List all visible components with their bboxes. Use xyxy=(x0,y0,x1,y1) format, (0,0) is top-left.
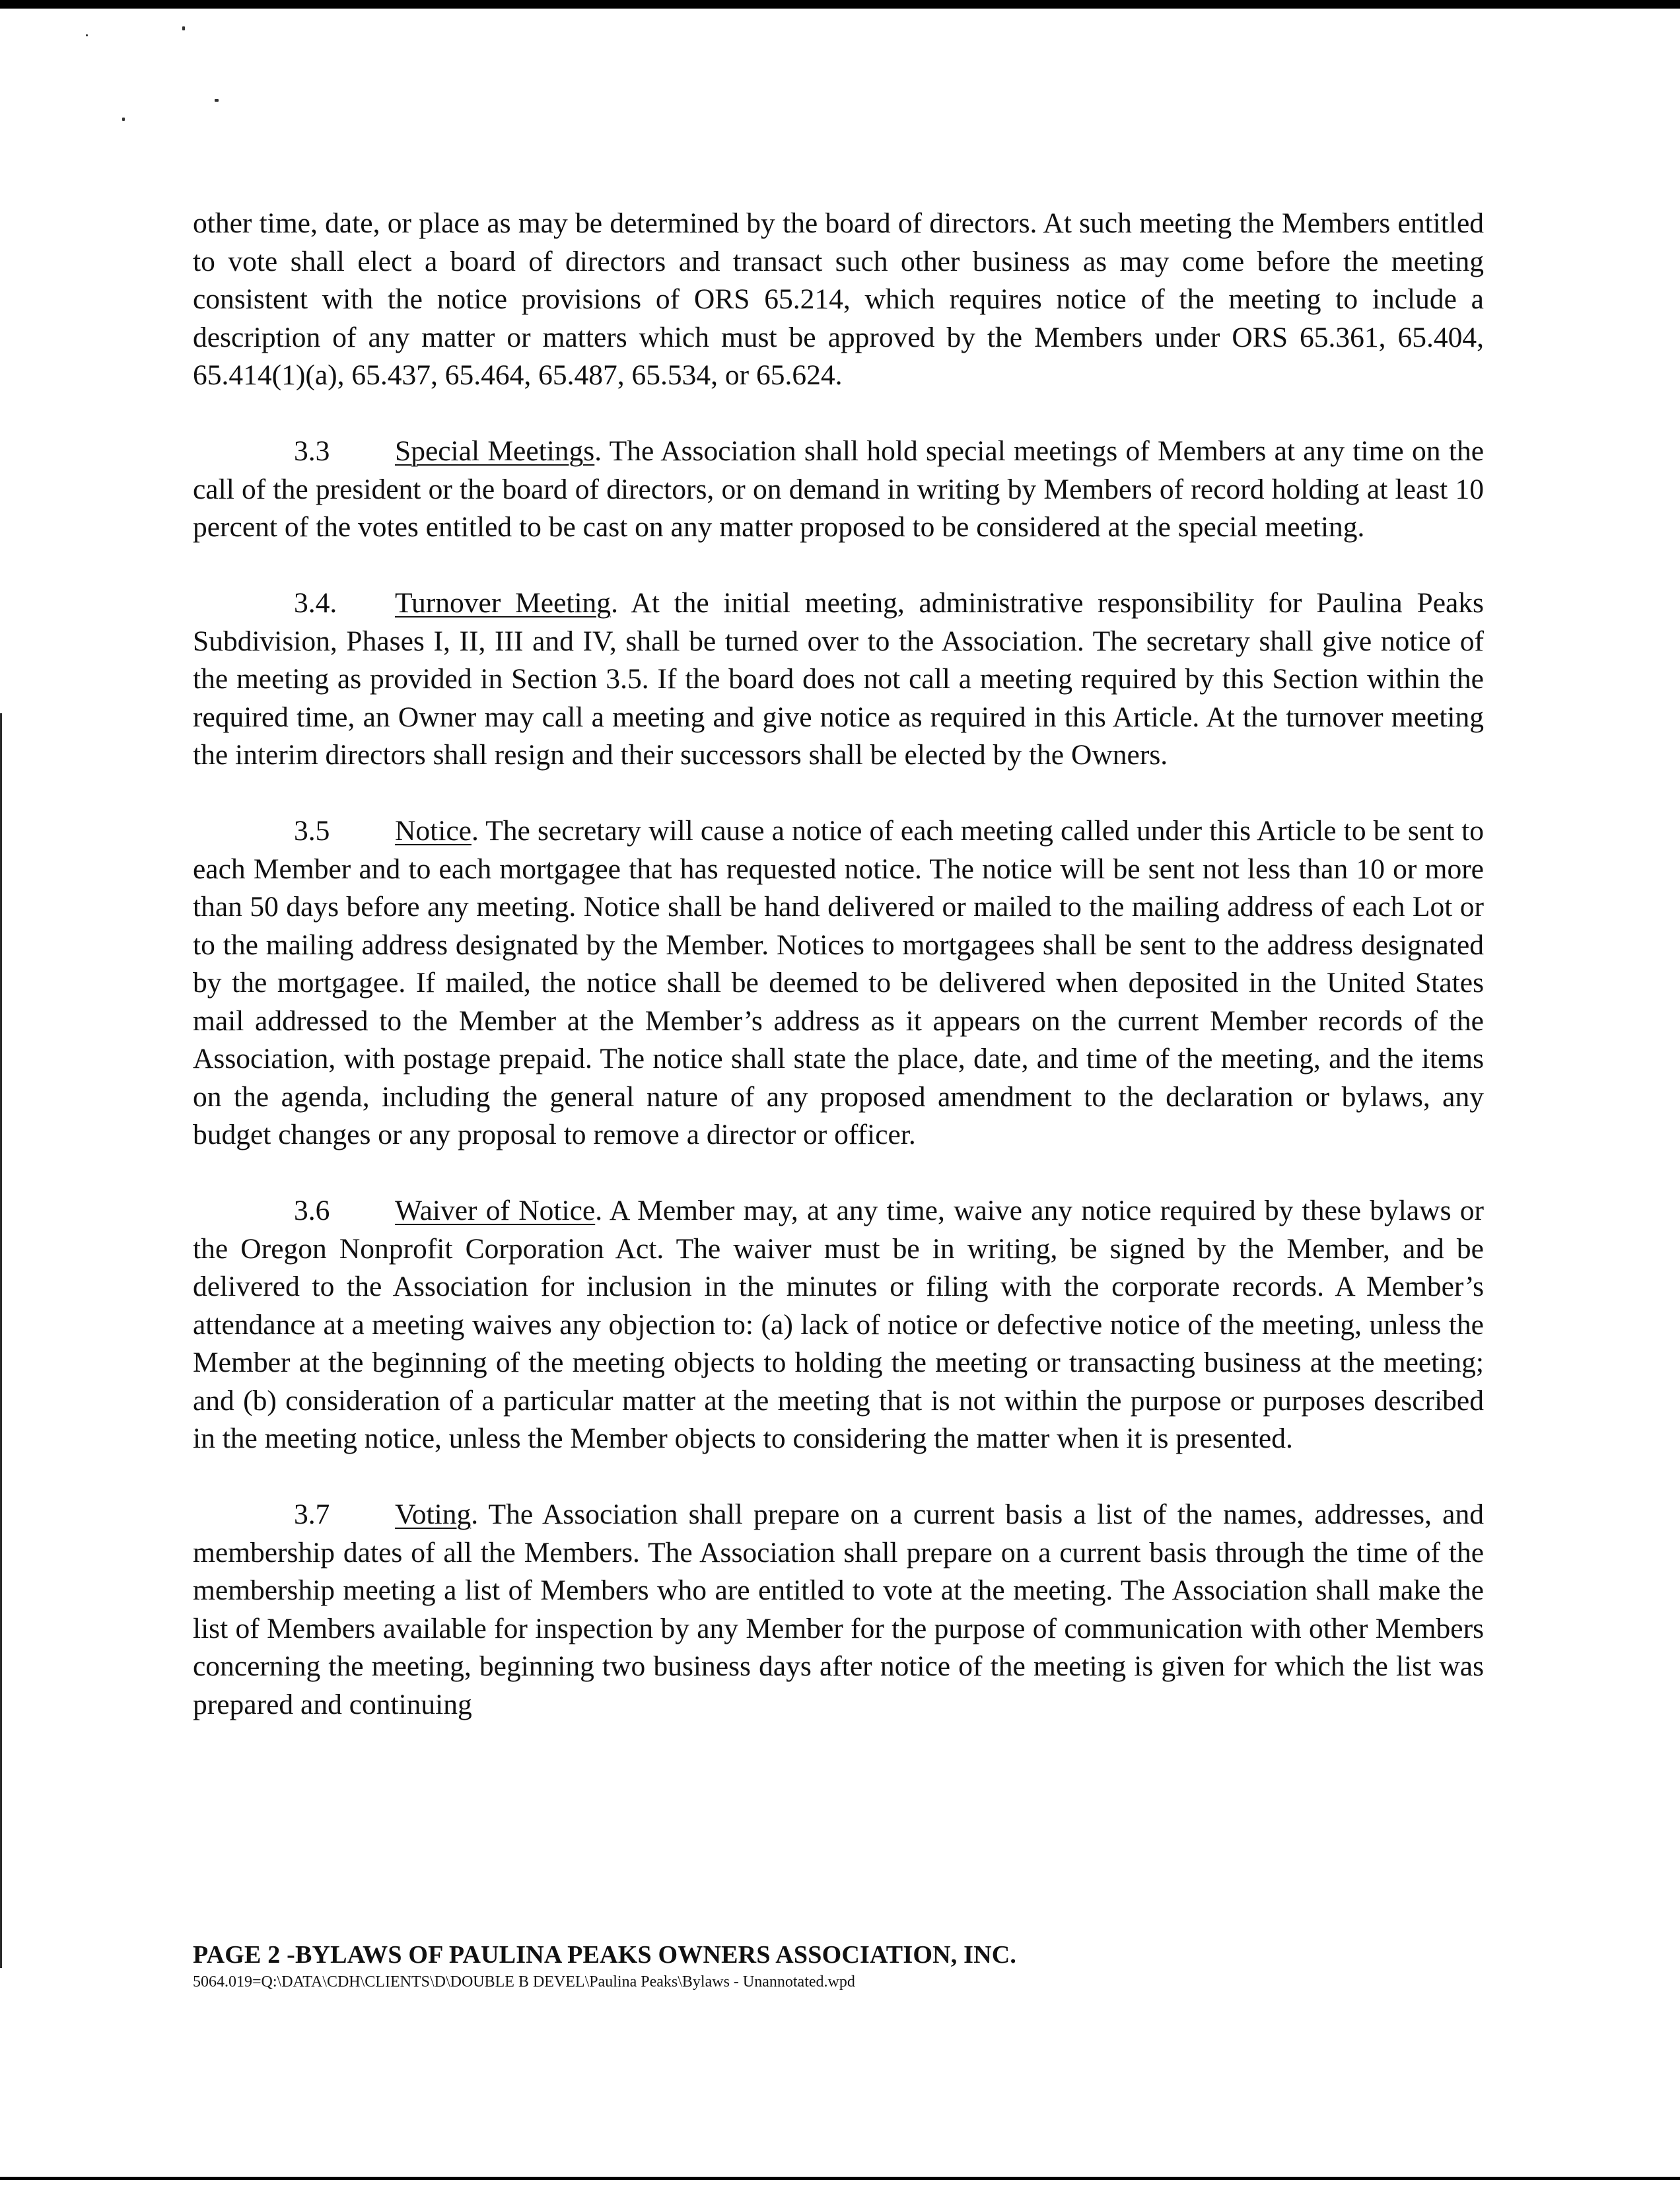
section-3-3 xyxy=(193,433,1484,547)
section-heading: Turnover Meeting xyxy=(395,587,612,619)
section-number: 3.3 xyxy=(294,435,330,467)
section-3-5 xyxy=(193,812,1484,1154)
top-scan-border xyxy=(0,0,1680,9)
page-footer xyxy=(193,1940,1448,1992)
section-heading: Special Meetings xyxy=(395,435,595,467)
section-heading: Waiver of Notice xyxy=(395,1195,596,1226)
scan-speck xyxy=(86,34,88,36)
section-3-4 xyxy=(193,584,1484,775)
left-scan-edge xyxy=(0,713,2,1968)
section-3-6 xyxy=(193,1192,1484,1458)
document-body xyxy=(193,205,1484,1762)
section-number: 3.4. xyxy=(294,587,337,619)
section-3-7 xyxy=(193,1496,1484,1724)
section-number: 3.7 xyxy=(294,1498,330,1530)
section-heading: Notice xyxy=(395,815,472,847)
bottom-scan-border xyxy=(0,2177,1680,2180)
section-number: 3.5 xyxy=(294,815,330,847)
paragraph-continuation xyxy=(193,205,1484,395)
scan-speck xyxy=(215,99,219,102)
section-text: . At the initial meeting, administrative responsibility for Paulina Peaks Subdivision, Phases I, II, III and IV, shall be turned over to the Association. The secretary shall give notice of the meeting as provided in Section 3.5. If the board does not call a meeting required by this Section within the required time, an Owner may call a meeting and give notice as required in this Article. At the turnover meeting the interim directors shall resign and their successors shall be elected by the Owners. xyxy=(193,587,1484,771)
section-text: . The Association shall prepare on a current basis a list of the names, addresses, and membership dates of all the Members. The Association shall prepare on a current basis through the time of the membership meeting a list of Members who are entitled to vote at the meeting. The Association shall make the list of Members available for inspection by any Member for the purpose of communication with other Members concerning the meeting, beginning two business days after notice of the meeting is given for which the list was prepared and continuing xyxy=(193,1498,1484,1720)
scan-speck xyxy=(122,118,125,121)
section-heading: Voting xyxy=(395,1498,472,1530)
footer-file-path: 5064.019=Q:\DATA\CDH\CLIENTS\D\DOUBLE B DEVEL\Paulina Peaks\Bylaws - Unannotated.wpd xyxy=(193,1973,855,1991)
section-text: . The Association shall hold special meetings of Members at any time on the call of the president or the board of directors, or on demand in writing by Members of record holding at least 10 percent of the votes entitled to be cast on any matter proposed to be considered at the special meeting. xyxy=(193,435,1484,543)
section-text: . A Member may, at any time, waive any notice required by these bylaws or the Oregon Nonprofit Corporation Act. The waiver must be in writing, be signed by the Member, and be delivered to the Association for inclusion in the minutes or filing with the corporate records. A Member’s attendance at a meeting waives any objection to: (a) lack of notice or defective notice of the meeting, unless the Member at the beginning of the meeting objects to holding the meeting or transacting business at the meeting; and (b) consideration of a particular matter at the meeting that is not within the purpose or purposes described in the meeting notice, unless the Member objects to considering the matter when it is presented. xyxy=(193,1195,1484,1454)
scan-speck xyxy=(182,26,185,30)
section-number: 3.6 xyxy=(294,1195,330,1226)
section-text: . The secretary will cause a notice of each meeting called under this Article to be sent to each Member and to each mortgagee that has requested notice. The notice will be sent not less than 10 or more than 50 days before any meeting. Notice shall be hand delivered or mailed to the mailing address of each Lot or to the mailing address designated by the Member. Notices to mortgagees shall be sent to the address designated by the mortgagee. If mailed, the notice shall be deemed to be delivered when deposited in the United States mail addressed to the Member at the Member’s address as it appears on the current Member records of the Association, with postage prepaid. The notice shall state the place, date, and time of the meeting, and the items on the agenda, including the general nature of any proposed amendment to the declaration or bylaws, any budget changes or any proposal to remove a director or officer. xyxy=(193,815,1484,1150)
footer-title: PAGE 2 -BYLAWS OF PAULINA PEAKS OWNERS ASSOCIATION, INC. xyxy=(193,1941,1017,1969)
paragraph-text: other time, date, or place as may be determined by the board of directors. At such meeting the Members entitled to vote shall elect a board of directors and transact such other business as may come before the meeting consistent with the notice provisions of ORS 65.214, which requires notice of the meeting to include a description of any matter or matters which must be approved by the Members under ORS 65.361, 65.404, 65.414(1)(a), 65.437, 65.464, 65.487, 65.534, or 65.624. xyxy=(193,207,1484,391)
